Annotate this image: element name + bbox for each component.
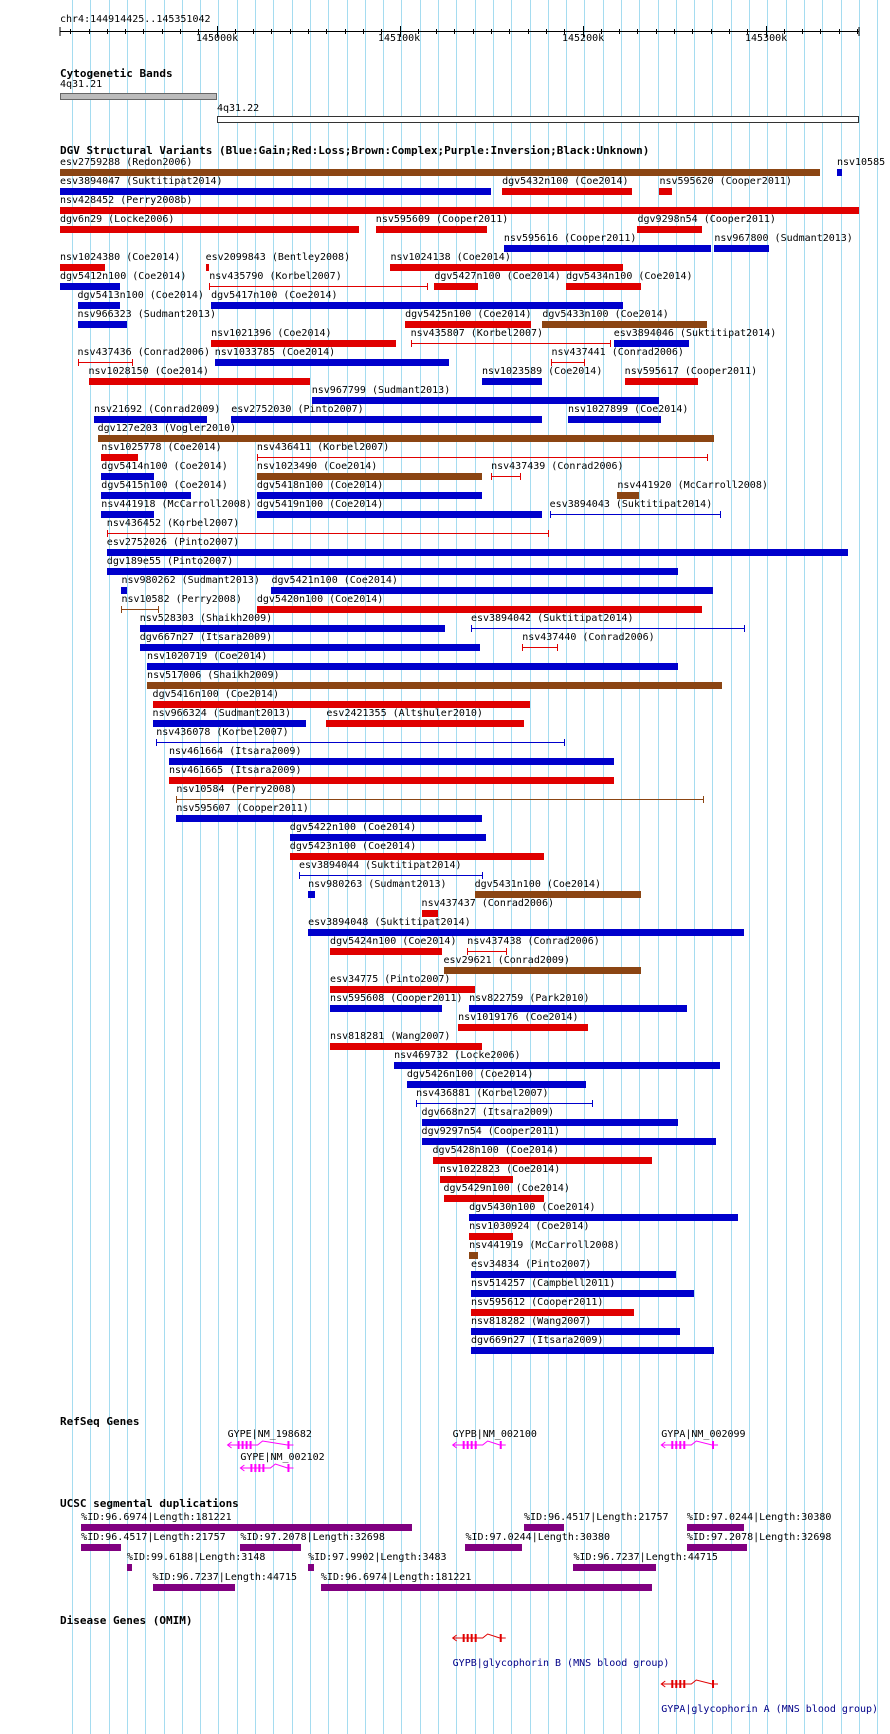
dgv-feature-end [707, 454, 708, 461]
dgv-feature-bar[interactable] [471, 1290, 694, 1297]
dgv-feature-end [610, 340, 611, 347]
dgv-feature-label: dgv5424n100 (Coe2014) [330, 936, 457, 947]
dgv-feature-bar[interactable] [390, 264, 622, 271]
dgv-feature-bar[interactable] [422, 1138, 717, 1145]
dgv-feature-bar[interactable] [411, 343, 610, 344]
dgv-feature-bar[interactable] [147, 682, 722, 689]
dgv-feature-bar[interactable] [444, 967, 642, 974]
dgv-feature-label: nsv437437 (Conrad2006) [421, 898, 554, 909]
segdup-bar[interactable] [240, 1544, 300, 1551]
dgv-feature-bar[interactable] [416, 1103, 592, 1104]
dgv-feature-label: nsv436078 (Korbel2007) [156, 727, 289, 738]
segdup-label: %ID:97.2078|Length:32698 [240, 1532, 385, 1543]
dgv-feature-bar[interactable] [215, 359, 449, 366]
dgv-feature-end [564, 739, 565, 746]
dgv-feature-bar[interactable] [257, 511, 542, 518]
dgv-feature-end [416, 1100, 417, 1107]
dgv-feature-label: dgv5434n100 (Coe2014) [566, 271, 693, 282]
dgv-feature-bar[interactable] [422, 910, 438, 917]
refseq-gene-label[interactable]: GYPE|NM_198682 [227, 1429, 312, 1440]
dgv-feature-label: nsv461665 (Itsara2009) [169, 765, 302, 776]
dgv-feature-label: dgv189e55 (Pinto2007) [106, 556, 234, 567]
grid-line [603, 0, 604, 1734]
segdup-bar[interactable] [153, 1584, 235, 1591]
dgv-feature-label: dgv6n29 (Locke2006) [60, 214, 175, 225]
dgv-feature-bar[interactable] [107, 568, 678, 575]
tick-label: 145100k [378, 33, 421, 44]
grid-line [621, 0, 622, 1734]
dgv-feature-bar[interactable] [444, 1195, 545, 1202]
dgv-feature-bar[interactable] [471, 1347, 714, 1354]
grid-line [548, 0, 549, 1734]
dgv-feature-label: nsv818281 (Wang2007) [330, 1031, 451, 1042]
dgv-feature-bar[interactable] [147, 663, 678, 670]
dgv-feature-end [551, 359, 552, 366]
grid-line [511, 0, 512, 1734]
segdup-label: %ID:97.9902|Length:3483 [308, 1552, 447, 1563]
dgv-feature-label: esv2752026 (Pinto2007) [106, 537, 240, 548]
segdup-bar[interactable] [573, 1564, 655, 1571]
dgv-feature-bar[interactable] [422, 1119, 678, 1126]
dgv-feature-label: nsv461664 (Itsara2009) [169, 746, 302, 757]
dgv-feature-label: esv3894043 (Suktitipat2014) [549, 499, 713, 510]
dgv-feature-label: dgv5418n100 (Coe2014) [256, 480, 384, 491]
dgv-feature-label: nsv436411 (Korbel2007) [256, 442, 390, 453]
dgv-feature-label: nsv441919 (McCarroll2008) [469, 1240, 620, 1251]
grid-line [639, 0, 640, 1734]
grid-line [877, 0, 878, 1734]
dgv-feature-bar[interactable] [637, 226, 701, 233]
refseq-gene-label[interactable]: GYPB|NM_002100 [452, 1429, 537, 1440]
dgv-feature-end [550, 511, 551, 518]
dgv-feature-bar[interactable] [482, 378, 542, 385]
dgv-feature-label: nsv1019176 (Coe2014) [458, 1012, 579, 1023]
segdup-label: %ID:99.6188|Length:3148 [126, 1552, 266, 1563]
dgv-feature-end [720, 511, 721, 518]
dgv-feature-end [158, 606, 159, 613]
dgv-feature-label: dgv5431n100 (Coe2014) [474, 879, 602, 890]
dgv-feature-label: nsv595616 (Cooper2011) [503, 233, 637, 244]
dgv-feature-bar[interactable] [231, 416, 542, 423]
grid-line [841, 0, 842, 1734]
grid-line [584, 0, 585, 1734]
dgv-feature-label: nsv435790 (Korbel2007) [209, 271, 342, 282]
dgv-feature-label: nsv1033785 (Coe2014) [214, 347, 336, 358]
dgv-feature-bar[interactable] [176, 815, 482, 822]
segdup-bar[interactable] [465, 1544, 522, 1551]
dgv-feature-bar[interactable] [290, 853, 544, 860]
dgv-feature-label: nsv10585 [836, 157, 886, 168]
dgv-feature-bar[interactable] [469, 1252, 478, 1259]
dgv-feature-bar[interactable] [308, 891, 315, 898]
dgv-feature-bar[interactable] [169, 777, 614, 784]
dgv-feature-label: nsv1028150 (Coe2014) [88, 366, 209, 377]
dgv-feature-bar[interactable] [330, 986, 475, 993]
dgv-feature-bar[interactable] [60, 207, 859, 214]
dgv-feature-end [592, 1100, 593, 1107]
dgv-feature-label: nsv595607 (Cooper2011) [176, 803, 309, 814]
segdup-label: %ID:96.6974|Length:181221 [320, 1572, 472, 1583]
omim-gene-label[interactable]: GYPB|glycophorin B (MNS blood group) [452, 1658, 670, 1669]
dgv-feature-label: nsv441920 (McCarroll2008) [617, 480, 768, 491]
tick-label: 145200k [562, 33, 605, 44]
dgv-feature-bar[interactable] [566, 283, 641, 290]
track-title-segdup: UCSC segmental duplications [60, 1497, 239, 1510]
dgv-feature-label: dgv127e203 (Vogler2010) [97, 423, 237, 434]
dgv-feature-bar[interactable] [206, 264, 209, 271]
dgv-feature-label: nsv435807 (Korbel2007) [410, 328, 544, 339]
dgv-feature-bar[interactable] [550, 514, 720, 515]
dgv-feature-bar[interactable] [330, 1043, 482, 1050]
dgv-feature-label: dgv5427n100 (Coe2014) [434, 271, 561, 282]
dgv-feature-label: dgv5422n100 (Coe2014) [289, 822, 417, 833]
dgv-feature-end [491, 473, 492, 480]
dgv-feature-label: dgv5429n100 (Coe2014) [443, 1183, 570, 1194]
dgv-feature-end [506, 948, 507, 955]
segdup-label: %ID:97.0244|Length:30380 [686, 1512, 832, 1523]
dgv-feature-label: nsv822759 (Park2010) [469, 993, 590, 1004]
dgv-feature-bar[interactable] [78, 321, 127, 328]
dgv-feature-label: nsv10582 (Perry2008) [121, 594, 242, 605]
dgv-feature-label: nsv1024138 (Coe2014) [390, 252, 511, 263]
dgv-feature-bar[interactable] [60, 169, 820, 176]
grid-line [658, 0, 659, 1734]
cytoband-4q31-22[interactable] [217, 116, 859, 123]
dgv-feature-label: esv2759288 (Redon2006) [60, 157, 193, 168]
dgv-feature-label: dgv5414n100 (Coe2014) [101, 461, 228, 472]
dgv-feature-bar[interactable] [153, 720, 307, 727]
dgv-feature-bar[interactable] [290, 834, 486, 841]
dgv-feature-label: nsv595608 (Cooper2011) [330, 993, 463, 1004]
dgv-feature-label: dgv5412n100 (Coe2014) [60, 271, 187, 282]
dgv-feature-label: nsv437439 (Conrad2006) [491, 461, 624, 472]
dgv-feature-label: nsv1020719 (Coe2014) [147, 651, 268, 662]
dgv-feature-bar[interactable] [299, 875, 482, 876]
dgv-feature-label: dgv5425n100 (Coe2014) [405, 309, 532, 320]
dgv-feature-label: dgv5419n100 (Coe2014) [256, 499, 384, 510]
dgv-feature-label: esv2099843 (Bentley2008) [205, 252, 351, 263]
dgv-feature-end [520, 473, 521, 480]
dgv-feature-label: dgv5417n100 (Coe2014) [211, 290, 338, 301]
dgv-feature-bar[interactable] [837, 169, 842, 176]
dgv-feature-label: nsv1030924 (Coe2014) [469, 1221, 590, 1232]
dgv-feature-bar[interactable] [308, 929, 744, 936]
segdup-bar[interactable] [308, 1564, 313, 1571]
dgv-feature-bar[interactable] [475, 891, 642, 898]
segdup-bar[interactable] [81, 1544, 121, 1551]
dgv-feature-label: dgv5430n100 (Coe2014) [469, 1202, 596, 1213]
dgv-feature-bar[interactable] [522, 647, 557, 648]
dgv-feature-end [522, 644, 523, 651]
cytoband-4q31-21[interactable] [60, 93, 217, 100]
grid-line [786, 0, 787, 1734]
dgv-feature-bar[interactable] [156, 742, 564, 743]
dgv-feature-label: dgv9298n54 (Cooper2011) [637, 214, 776, 225]
dgv-feature-bar[interactable] [140, 625, 446, 632]
dgv-feature-label: esv3894042 (Suktitipat2014) [470, 613, 634, 624]
segdup-label: %ID:97.2078|Length:32698 [686, 1532, 832, 1543]
dgv-feature-bar[interactable] [176, 799, 703, 800]
dgv-feature-label: dgv9297n54 (Cooper2011) [421, 1126, 561, 1137]
segdup-label: %ID:96.6974|Length:181221 [81, 1512, 232, 1523]
grid-line [694, 0, 695, 1734]
dgv-feature-bar[interactable] [714, 245, 769, 252]
dgv-feature-bar[interactable] [60, 264, 105, 271]
dgv-feature-bar[interactable] [458, 1024, 588, 1031]
tick-label: 145300k [745, 33, 788, 44]
grid-line [566, 0, 567, 1734]
dgv-feature-label: esv2421355 (Altshuler2010) [326, 708, 483, 719]
dgv-feature-end [121, 606, 122, 613]
dgv-feature-bar[interactable] [101, 511, 154, 518]
dgv-feature-bar[interactable] [471, 1309, 634, 1316]
dgv-feature-end [411, 340, 412, 347]
dgv-feature-label: dgv5426n100 (Coe2014) [406, 1069, 534, 1080]
dgv-feature-label: nsv437438 (Conrad2006) [467, 936, 600, 947]
dgv-feature-bar[interactable] [551, 362, 584, 363]
dgv-feature-end [427, 283, 428, 290]
band-label: 4q31.21 [60, 79, 103, 90]
omim-gene-label[interactable]: GYPA|glycophorin A (MNS blood group) [661, 1704, 879, 1715]
grid-line [676, 0, 677, 1734]
tick-label: 145000k [196, 33, 239, 44]
grid-line [822, 0, 823, 1734]
dgv-feature-label: esv34834 (Pinto2007) [470, 1259, 592, 1270]
dgv-feature-label: dgv5432n100 (Coe2014) [502, 176, 629, 187]
dgv-feature-bar[interactable] [60, 283, 120, 290]
track-title-cytoband: Cytogenetic Bands [60, 67, 173, 80]
dgv-feature-end [744, 625, 745, 632]
dgv-feature-label: nsv1021396 (Coe2014) [211, 328, 332, 339]
dgv-feature-bar[interactable] [78, 362, 133, 363]
dgv-feature-bar[interactable] [376, 226, 488, 233]
dgv-feature-label: nsv1023490 (Coe2014) [256, 461, 378, 472]
dgv-feature-bar[interactable] [542, 321, 707, 328]
dgv-feature-bar[interactable] [257, 606, 702, 613]
grid-line [804, 0, 805, 1734]
segdup-bar[interactable] [687, 1524, 744, 1531]
dgv-feature-label: dgv5413n100 (Coe2014) [77, 290, 204, 301]
band-label: 4q31.22 [217, 103, 260, 114]
dgv-feature-label: nsv595609 (Cooper2011) [375, 214, 509, 225]
dgv-feature-bar[interactable] [101, 454, 138, 461]
dgv-feature-label: esv3894047 (Suktitipat2014) [60, 176, 223, 187]
dgv-feature-bar[interactable] [469, 1005, 687, 1012]
dgv-feature-bar[interactable] [504, 245, 711, 252]
dgv-feature-bar[interactable] [209, 286, 427, 287]
dgv-feature-end [209, 283, 210, 290]
dgv-feature-label: nsv1024380 (Coe2014) [60, 252, 181, 263]
dgv-feature-bar[interactable] [467, 951, 505, 952]
dgv-feature-label: esv3894048 (Suktitipat2014) [308, 917, 471, 928]
dgv-feature-end [78, 359, 79, 366]
dgv-feature-bar[interactable] [394, 1062, 720, 1069]
segdup-bar[interactable] [524, 1524, 564, 1531]
dgv-feature-bar[interactable] [614, 340, 689, 347]
dgv-feature-label: nsv1025778 (Coe2014) [101, 442, 222, 453]
segdup-bar[interactable] [127, 1564, 132, 1571]
grid-line [182, 0, 183, 1734]
dgv-feature-label: nsv1027899 (Coe2014) [567, 404, 689, 415]
dgv-feature-end [176, 796, 177, 803]
dgv-feature-bar[interactable] [433, 1157, 653, 1164]
dgv-feature-bar[interactable] [98, 435, 715, 442]
dgv-feature-label: nsv10584 (Perry2008) [176, 784, 297, 795]
dgv-feature-bar[interactable] [211, 302, 623, 309]
dgv-feature-end [132, 359, 133, 366]
dgv-feature-bar[interactable] [78, 302, 120, 309]
dgv-feature-label: nsv1022823 (Coe2014) [439, 1164, 561, 1175]
dgv-feature-bar[interactable] [625, 378, 698, 385]
dgv-feature-bar[interactable] [330, 1005, 442, 1012]
dgv-feature-end [482, 872, 483, 879]
dgv-feature-label: nsv967799 (Sudmant2013) [311, 385, 451, 396]
segdup-label: %ID:96.7237|Length:44715 [152, 1572, 298, 1583]
segdup-bar[interactable] [687, 1544, 747, 1551]
dgv-feature-bar[interactable] [617, 492, 639, 499]
grid-line [767, 0, 768, 1734]
dgv-feature-bar[interactable] [257, 457, 707, 458]
dgv-feature-end [703, 796, 704, 803]
dgv-feature-bar[interactable] [326, 720, 524, 727]
dgv-feature-label: esv34775 (Pinto2007) [330, 974, 451, 985]
dgv-feature-end [467, 948, 468, 955]
dgv-feature-bar[interactable] [60, 188, 491, 195]
dgv-feature-label: nsv528303 (Shaikh2009) [139, 613, 273, 624]
dgv-feature-label: nsv967800 (Sudmant2013) [714, 233, 853, 244]
dgv-feature-bar[interactable] [101, 473, 154, 480]
dgv-feature-label: esv29621 (Conrad2009) [443, 955, 570, 966]
segdup-label: %ID:96.7237|Length:44715 [573, 1552, 718, 1563]
dgv-feature-bar[interactable] [405, 321, 531, 328]
dgv-feature-bar[interactable] [471, 628, 744, 629]
refseq-gene-label[interactable]: GYPE|NM_002102 [240, 1452, 325, 1463]
dgv-feature-label: nsv517006 (Shaikh2009) [147, 670, 280, 681]
dgv-feature-end [156, 739, 157, 746]
dgv-feature-label: dgv667n27 (Itsara2009) [139, 632, 273, 643]
dgv-feature-bar[interactable] [502, 188, 632, 195]
location-label: chr4:144914425..145351042 [60, 14, 211, 25]
dgv-feature-label: nsv595617 (Cooper2011) [624, 366, 758, 377]
dgv-feature-bar[interactable] [101, 492, 191, 499]
dgv-feature-bar[interactable] [271, 587, 712, 594]
dgv-feature-bar[interactable] [568, 416, 661, 423]
dgv-feature-bar[interactable] [140, 644, 480, 651]
dgv-feature-bar[interactable] [440, 1176, 513, 1183]
dgv-feature-end [257, 454, 258, 461]
dgv-feature-bar[interactable] [94, 416, 207, 423]
dgv-feature-label: nsv437441 (Conrad2006) [551, 347, 684, 358]
dgv-feature-label: esv2752030 (Pinto2007) [231, 404, 364, 415]
dgv-feature-label: nsv818282 (Wang2007) [470, 1316, 592, 1327]
dgv-feature-end [471, 625, 472, 632]
dgv-feature-label: nsv595612 (Cooper2011) [470, 1297, 604, 1308]
segdup-label: %ID:97.0244|Length:30380 [465, 1532, 610, 1543]
dgv-feature-end [557, 644, 558, 651]
dgv-feature-bar[interactable] [469, 1233, 513, 1240]
dgv-feature-bar[interactable] [471, 1271, 676, 1278]
dgv-feature-bar[interactable] [60, 226, 359, 233]
dgv-feature-bar[interactable] [169, 758, 614, 765]
grid-line [530, 0, 531, 1734]
refseq-gene-label[interactable]: GYPA|NM_002099 [661, 1429, 746, 1440]
dgv-feature-label: nsv469732 (Locke2006) [394, 1050, 521, 1061]
dgv-feature-bar[interactable] [330, 948, 442, 955]
dgv-feature-label: nsv437440 (Conrad2006) [522, 632, 655, 643]
dgv-feature-bar[interactable] [121, 609, 158, 610]
dgv-feature-label: nsv980262 (Sudmant2013) [121, 575, 260, 586]
dgv-feature-label: dgv5421n100 (Coe2014) [271, 575, 398, 586]
dgv-feature-end [299, 872, 300, 879]
dgv-feature-bar[interactable] [257, 492, 482, 499]
dgv-feature-label: nsv966323 (Sudmant2013) [77, 309, 216, 320]
dgv-feature-label: dgv5428n100 (Coe2014) [432, 1145, 559, 1156]
dgv-feature-bar[interactable] [407, 1081, 586, 1088]
dgv-feature-label: dgv5423n100 (Coe2014) [289, 841, 417, 852]
track-title-refseq: RefSeq Genes [60, 1415, 140, 1428]
dgv-feature-label: dgv5420n100 (Coe2014) [256, 594, 384, 605]
dgv-feature-label: nsv437436 (Conrad2006) [77, 347, 210, 358]
segdup-bar[interactable] [321, 1584, 652, 1591]
dgv-feature-bar[interactable] [89, 378, 310, 385]
track-title-dgv: DGV Structural Variants (Blue:Gain;Red:Loss;Brown:Complex;Purple:Inversion;Black:Unknown) [60, 144, 650, 157]
dgv-feature-bar[interactable] [471, 1328, 680, 1335]
dgv-feature-label: dgv5415n100 (Coe2014) [101, 480, 228, 491]
dgv-feature-label: nsv436452 (Korbel2007) [106, 518, 240, 529]
dgv-feature-label: dgv5416n100 (Coe2014) [152, 689, 279, 700]
dgv-feature-bar[interactable] [434, 283, 478, 290]
dgv-feature-bar[interactable] [153, 701, 530, 708]
grid-line [731, 0, 732, 1734]
track-title-omim: Disease Genes (OMIM) [60, 1614, 193, 1627]
segdup-label: %ID:96.4517|Length:21757 [81, 1532, 226, 1543]
grid-line [749, 0, 750, 1734]
dgv-feature-end [584, 359, 585, 366]
dgv-feature-label: nsv436881 (Korbel2007) [416, 1088, 549, 1099]
dgv-feature-label: dgv669n27 (Itsara2009) [470, 1335, 604, 1346]
segdup-bar[interactable] [81, 1524, 412, 1531]
dgv-feature-label: nsv980263 (Sudmant2013) [308, 879, 447, 890]
grid-line [859, 0, 860, 1734]
dgv-feature-bar[interactable] [659, 188, 672, 195]
grid-line [200, 0, 201, 1734]
dgv-feature-label: nsv441918 (McCarroll2008) [101, 499, 252, 510]
dgv-feature-label: dgv5433n100 (Coe2014) [542, 309, 669, 320]
dgv-feature-label: nsv1023589 (Coe2014) [481, 366, 603, 377]
dgv-feature-bar[interactable] [211, 340, 396, 347]
dgv-feature-label: nsv514257 (Campbell2011) [470, 1278, 616, 1289]
dgv-feature-bar[interactable] [491, 476, 520, 477]
dgv-feature-end [548, 530, 549, 537]
dgv-feature-label: nsv428452 (Perry2008b) [60, 195, 193, 206]
dgv-feature-label: esv3894046 (Suktitipat2014) [613, 328, 777, 339]
dgv-feature-label: dgv668n27 (Itsara2009) [421, 1107, 554, 1118]
dgv-feature-bar[interactable] [257, 473, 482, 480]
dgv-feature-bar[interactable] [312, 397, 660, 404]
dgv-feature-bar[interactable] [107, 533, 548, 534]
grid-line [712, 0, 713, 1734]
dgv-feature-label: nsv966324 (Sudmant2013) [152, 708, 292, 719]
segdup-label: %ID:96.4517|Length:21757 [524, 1512, 669, 1523]
dgv-feature-label: esv3894044 (Suktitipat2014) [298, 860, 462, 871]
dgv-feature-bar[interactable] [469, 1214, 738, 1221]
dgv-feature-bar[interactable] [107, 549, 848, 556]
dgv-feature-bar[interactable] [121, 587, 126, 594]
dgv-feature-end [107, 530, 108, 537]
dgv-feature-label: nsv595620 (Cooper2011) [659, 176, 792, 187]
dgv-feature-label: nsv21692 (Conrad2009) [93, 404, 221, 415]
